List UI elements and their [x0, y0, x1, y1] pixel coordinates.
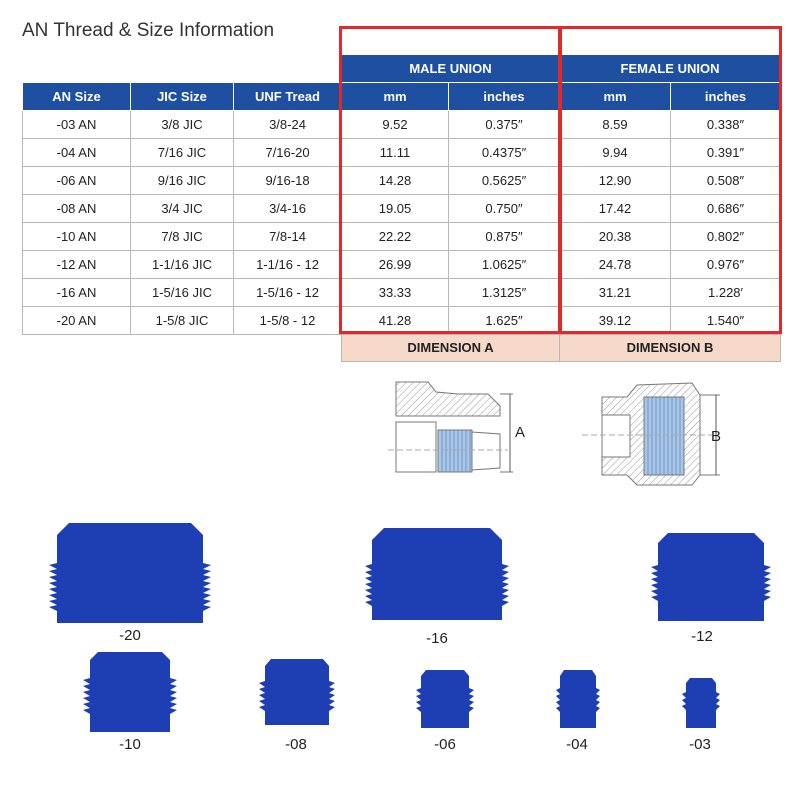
- an-size-cell: -06 AN: [23, 166, 131, 194]
- an-size-cell: -10 AN: [23, 222, 131, 250]
- plug-label: -16: [426, 630, 448, 647]
- unf-thread-cell: 1-1/16 - 12: [234, 250, 342, 278]
- female-mm-cell: 39.12: [560, 306, 671, 334]
- male-mm-cell: 26.99: [342, 250, 449, 278]
- male-inches-cell: 1.3125″: [449, 278, 560, 306]
- table-row: [23, 306, 781, 334]
- jic-size-cell: 7/8 JIC: [131, 222, 234, 250]
- male-union-header: MALE UNION: [342, 55, 560, 83]
- jic-size-cell: 1-5/8 JIC: [131, 306, 234, 334]
- male-inches-cell: 0.4375″: [449, 138, 560, 166]
- female-mm-cell: 31.21: [560, 278, 671, 306]
- unf-thread-cell: 3/8-24: [234, 110, 342, 138]
- plug-label: -12: [691, 628, 713, 645]
- unf-thread-cell: 9/16-18: [234, 166, 342, 194]
- unf-thread-cell: 7/16-20: [234, 138, 342, 166]
- male-mm-cell: 9.52: [342, 110, 449, 138]
- jic-size-cell: 3/4 JIC: [131, 194, 234, 222]
- female-inches-cell: 0.338″: [671, 110, 781, 138]
- plug-label: -06: [434, 736, 456, 753]
- plug-12-image: [648, 533, 774, 621]
- male-mm-cell: 41.28: [342, 306, 449, 334]
- an-size-cell: -08 AN: [23, 194, 131, 222]
- female-inches-cell: 0.686″: [671, 194, 781, 222]
- unf-thread-cell: 3/4-16: [234, 194, 342, 222]
- jic-size-cell: 9/16 JIC: [131, 166, 234, 194]
- plug-label: -10: [119, 736, 141, 753]
- table-row: [23, 222, 781, 250]
- male-mm-header: mm: [342, 82, 449, 110]
- plug-03-image: [681, 678, 721, 728]
- female-inches-cell: 1.228′: [671, 278, 781, 306]
- table-row: [23, 250, 781, 278]
- plug-20-image: [45, 523, 215, 623]
- male-inches-cell: 0.750″: [449, 194, 560, 222]
- an-size-cell: -20 AN: [23, 306, 131, 334]
- male-inches-cell: 1.625″: [449, 306, 560, 334]
- male-mm-cell: 11.11: [342, 138, 449, 166]
- female-union-header: FEMALE UNION: [560, 55, 781, 83]
- plug-04-image: [554, 670, 602, 728]
- table-row: [23, 166, 781, 194]
- plug-label: -03: [689, 736, 711, 753]
- an-size-cell: -12 AN: [23, 250, 131, 278]
- female-mm-cell: 17.42: [560, 194, 671, 222]
- jic-size-cell: 1-5/16 JIC: [131, 278, 234, 306]
- table-row: [23, 110, 781, 138]
- unf-thread-cell: 1-5/8 - 12: [234, 306, 342, 334]
- male-inches-cell: 1.0625″: [449, 250, 560, 278]
- table-row: [23, 278, 781, 306]
- female-mm-cell: 24.78: [560, 250, 671, 278]
- unf-thread-header: UNF Tread: [234, 82, 342, 110]
- jic-size-cell: 3/8 JIC: [131, 110, 234, 138]
- page-title: AN Thread & Size Information: [22, 20, 275, 41]
- female-union-diagram: [582, 375, 732, 495]
- female-mm-header: mm: [560, 82, 671, 110]
- an-size-table: [22, 54, 781, 362]
- table-row: [23, 194, 781, 222]
- plug-06-image: [414, 670, 476, 728]
- an-size-header: AN Size: [23, 82, 131, 110]
- female-inches-cell: 0.391″: [671, 138, 781, 166]
- unf-thread-cell: 1-5/16 - 12: [234, 278, 342, 306]
- male-mm-cell: 19.05: [342, 194, 449, 222]
- dimension-b-marker: B: [711, 428, 722, 445]
- unf-thread-cell: 7/8-14: [234, 222, 342, 250]
- plug-label: -04: [566, 736, 588, 753]
- female-inches-cell: 0.976″: [671, 250, 781, 278]
- plug-label: -20: [119, 627, 141, 644]
- table-row: [23, 138, 781, 166]
- plug-08-image: [257, 659, 337, 725]
- male-inches-cell: 0.875″: [449, 222, 560, 250]
- female-inches-cell: 0.508″: [671, 166, 781, 194]
- plug-16-image: [362, 528, 512, 620]
- male-inches-cell: 0.5625″: [449, 166, 560, 194]
- jic-size-cell: 7/16 JIC: [131, 138, 234, 166]
- jic-size-header: JIC Size: [131, 82, 234, 110]
- dimension-a-marker: A: [515, 424, 526, 441]
- male-mm-cell: 14.28: [342, 166, 449, 194]
- dimension-b-label: DIMENSION B: [560, 334, 781, 362]
- male-inches-cell: 0.375″: [449, 110, 560, 138]
- male-inches-header: inches: [449, 82, 560, 110]
- an-size-cell: -03 AN: [23, 110, 131, 138]
- plug-10-image: [80, 652, 180, 732]
- female-inches-cell: 0.802″: [671, 222, 781, 250]
- an-size-cell: -04 AN: [23, 138, 131, 166]
- jic-size-cell: 1-1/16 JIC: [131, 250, 234, 278]
- female-mm-cell: 20.38: [560, 222, 671, 250]
- an-size-cell: -16 AN: [23, 278, 131, 306]
- female-mm-cell: 8.59: [560, 110, 671, 138]
- male-mm-cell: 22.22: [342, 222, 449, 250]
- male-mm-cell: 33.33: [342, 278, 449, 306]
- female-inches-cell: 1.540″: [671, 306, 781, 334]
- plug-label: -08: [285, 736, 307, 753]
- female-mm-cell: 9.94: [560, 138, 671, 166]
- dimension-a-label: DIMENSION A: [342, 334, 560, 362]
- female-inches-header: inches: [671, 82, 781, 110]
- female-mm-cell: 12.90: [560, 166, 671, 194]
